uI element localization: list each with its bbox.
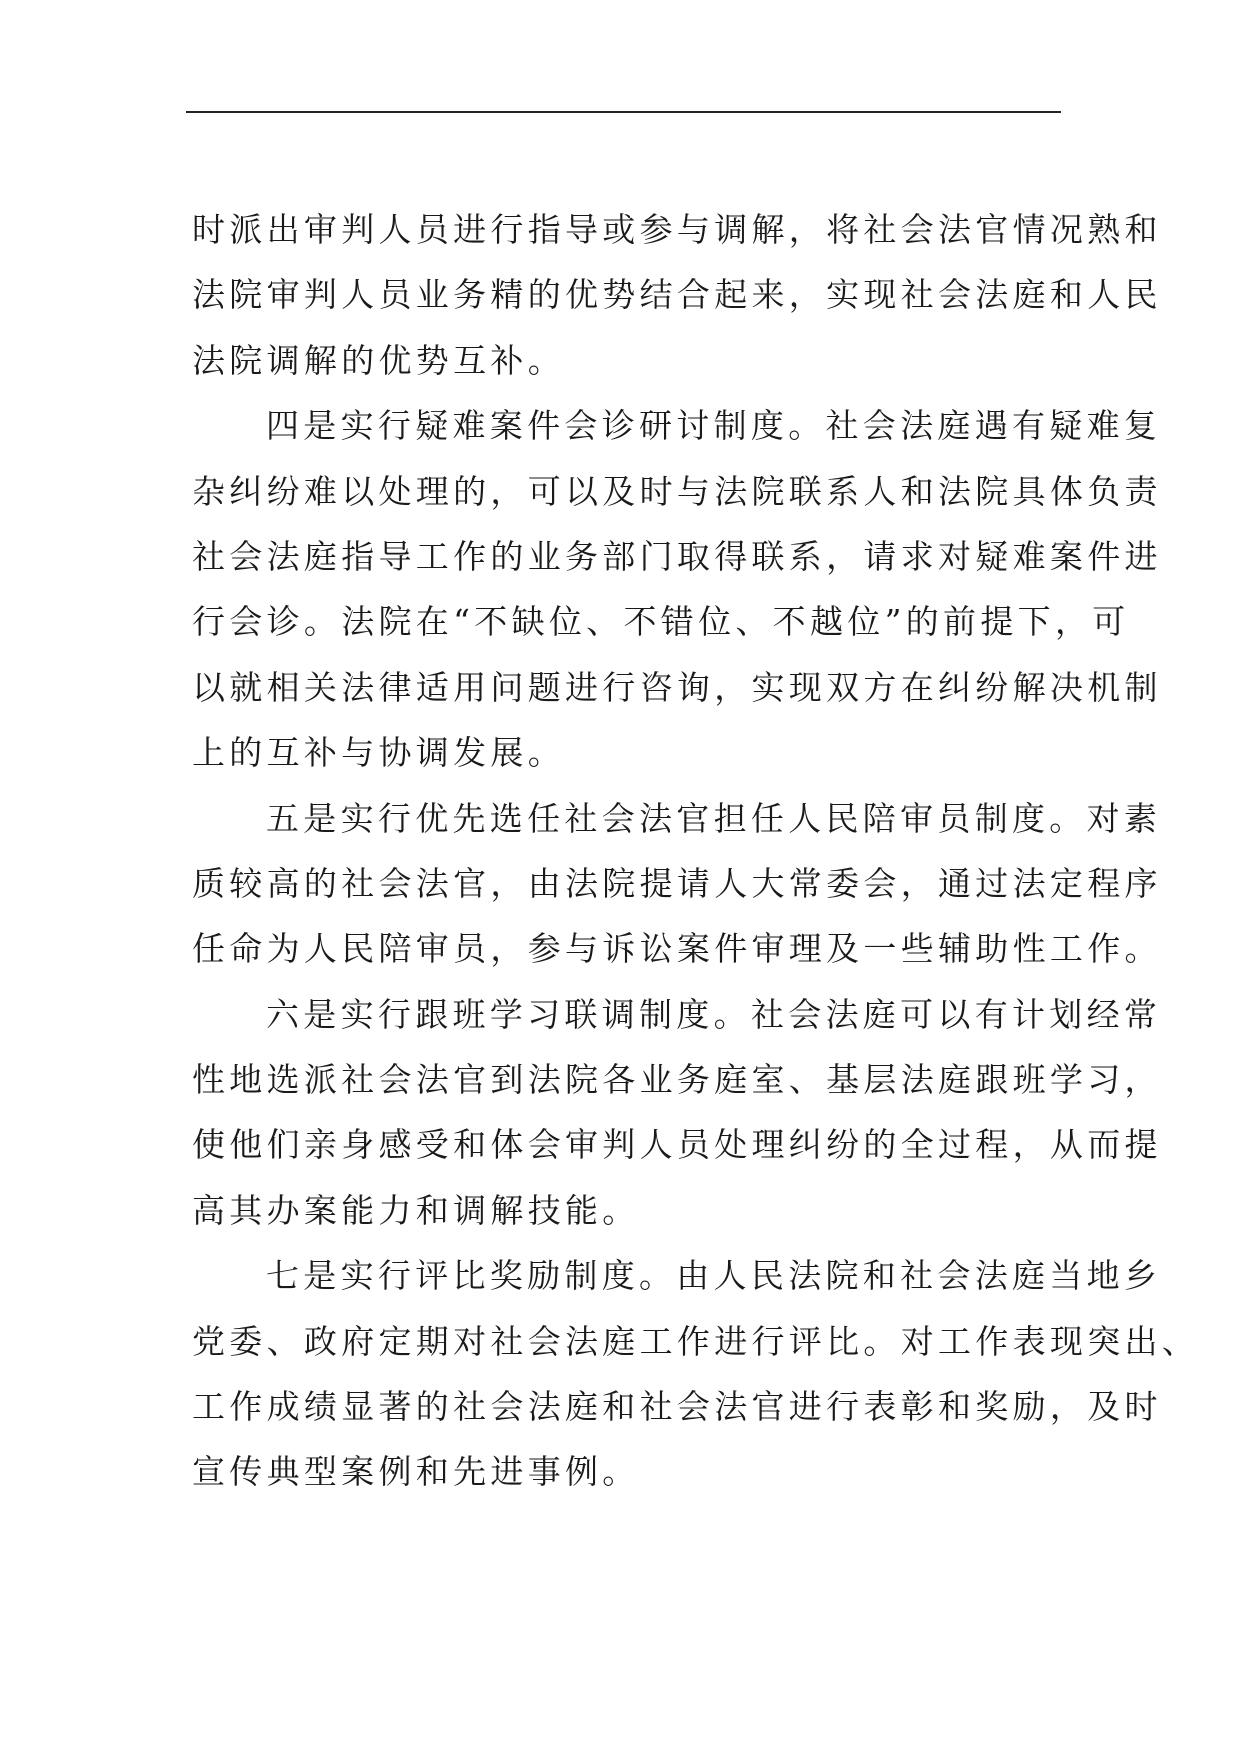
document-body: [192, 197, 1200, 1505]
text-line: 杂纠纷难以处理的，可以及时与法院联系人和法院具体负责: [192, 471, 1162, 511]
paragraph-first-line: 四是实行疑难案件会诊研讨制度。社会法庭遇有疑难复: [266, 406, 1162, 446]
text-line: 工作成绩显著的社会法庭和社会法官进行表彰和奖励，及时: [192, 1387, 1162, 1427]
paragraph-first-line: 五是实行优先选任社会法官担任人民陪审员制度。对素: [266, 798, 1162, 838]
text-line: 以就相关法律适用问题进行咨询，实现双方在纠纷解决机制: [192, 667, 1162, 707]
text-line: 时派出审判人员进行指导或参与调解，将社会法官情况熟和: [192, 210, 1162, 249]
text-line: 宣传典型案例和先进事例。: [192, 1452, 640, 1492]
paragraph-first-line: 六是实行跟班学习联调制度。社会法庭可以有计划经常: [266, 994, 1162, 1034]
text-line: 社会法庭指导工作的业务部门取得联系，请求对疑难案件进: [192, 536, 1162, 576]
text-line: 质较高的社会法官，由法院提请人大常委会，通过法定程序: [192, 863, 1162, 903]
text-line: 任命为人民陪审员，参与诉讼案件审理及一些辅助性工作。: [192, 929, 1162, 969]
header-rule: [186, 111, 1061, 113]
text-line: 行会诊。法院在“不缺位、不错位、不越位”的前提下，可: [192, 602, 1130, 642]
text-line: 法院审判人员业务精的优势结合起来，实现社会法庭和人民: [192, 275, 1162, 315]
paragraph-first-line: 七是实行评比奖励制度。由人民法院和社会法庭当地乡: [266, 1256, 1162, 1296]
text-line: 党委、政府定期对社会法庭工作进行评比。对工作表现突出、: [192, 1321, 1200, 1361]
text-line: 法院调解的优势互补。: [192, 340, 565, 380]
text-line: 高其办案能力和调解技能。: [192, 1190, 640, 1230]
text-line: 使他们亲身感受和体会审判人员处理纠纷的全过程，从而提: [192, 1125, 1162, 1165]
text-line: 性地选派社会法官到法院各业务庭室、基层法庭跟班学习，: [192, 1060, 1162, 1100]
text-line: 上的互补与协调发展。: [192, 733, 565, 773]
